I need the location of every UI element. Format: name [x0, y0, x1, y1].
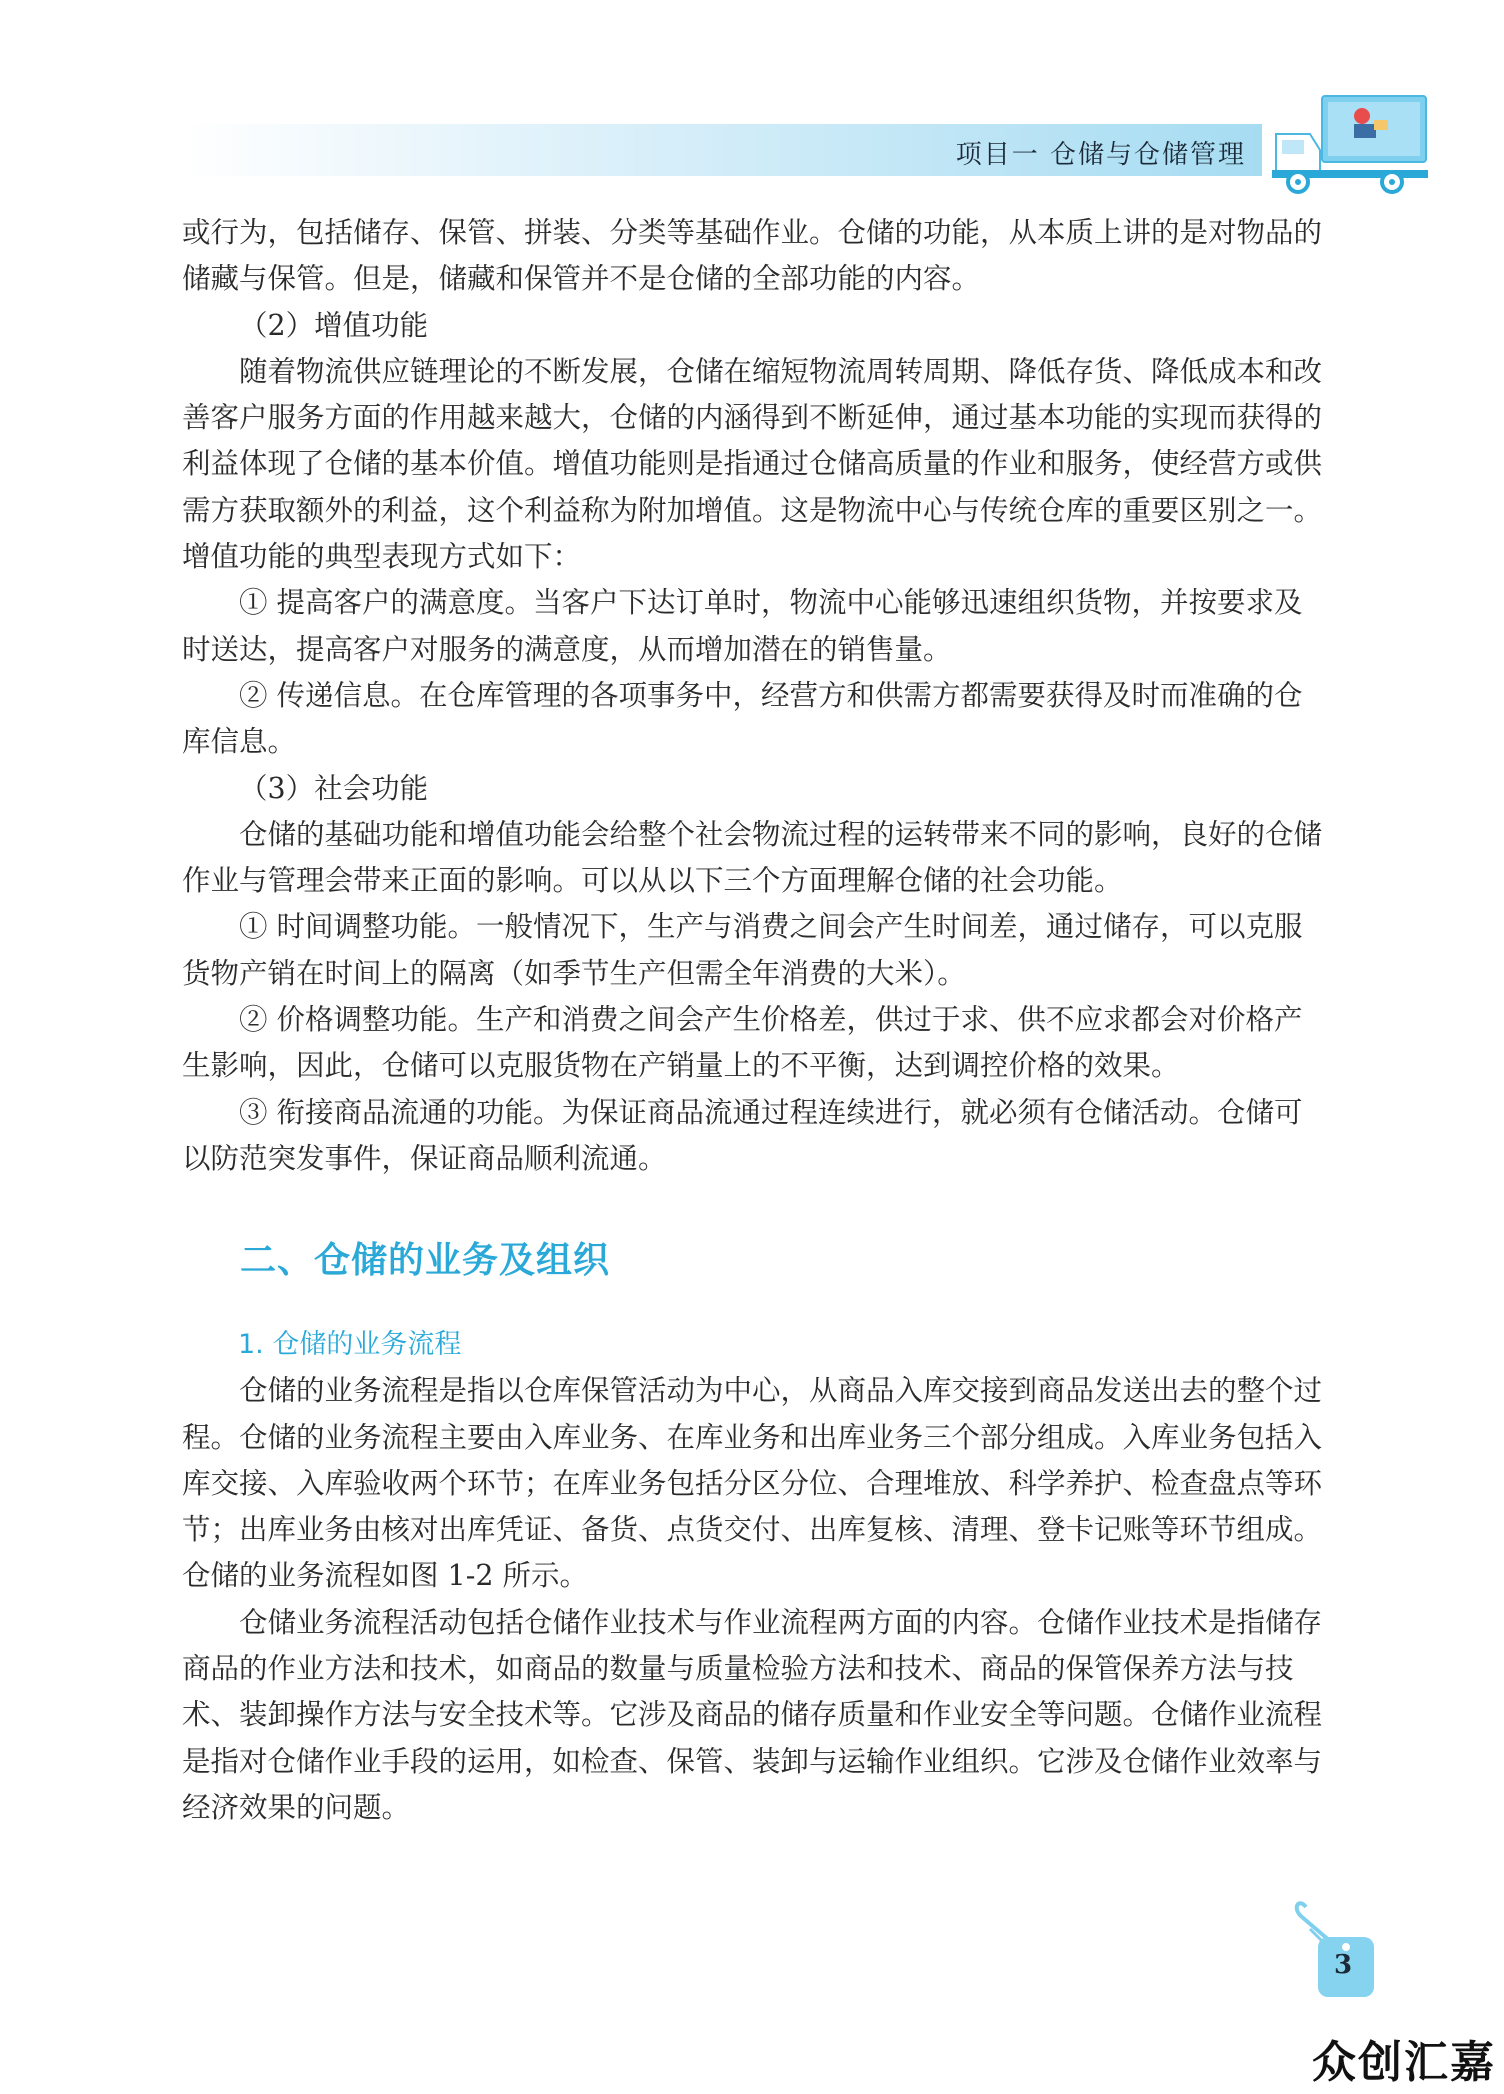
section-heading: 二、仓储的业务及组织	[240, 1239, 611, 1281]
running-header: 项目一 仓储与仓储管理	[955, 140, 1246, 170]
paragraph: 仓储的业务流程是指以仓库保管活动为中心，从商品入库交接到商品发送出去的整个过程。仓储的业务流程主要由入库业务、在库业务和出库业务三个部分组成。入库业务包括入库交接、入库验收两个环节；在库业务包括分区分位、合理堆放、科学养护、检查盘点等环节；出库业务由核对出库凭证、备货、点货交付、出库复核、清理、登卡记账等环节组成。仓储的业务流程如图 1-2 所示。	[182, 1374, 1323, 1593]
watermark: 众创汇嘉	[1312, 2037, 1496, 2088]
page-tag-icon	[1290, 1895, 1380, 2000]
paragraph: ② 价格调整功能。生产和消费之间会产生价格差，供过于求、供不应求都会对价格产生影响，因此，仓储可以克服货物在产销量上的不平衡，达到调控价格的效果。	[182, 1003, 1303, 1083]
paragraph: 随着物流供应链理论的不断发展，仓储在缩短物流周转周期、降低存货、降低成本和改善客户服务方面的作用越来越大，仓储的内涵得到不断延伸，通过基本功能的实现而获得的利益体现了仓储的基本价值。增值功能则是指通过仓储高质量的作业和服务，使经营方或供需方获取额外的利益，这个利益称为附加增值。这是物流中心与传统仓库的重要区别之一。增值功能的典型表现方式如下：	[182, 354, 1323, 574]
paragraph: ③ 衔接商品流通的功能。为保证商品流通过程连续进行，就必须有仓储活动。仓储可以防范突发事件，保证商品顺利流通。	[182, 1095, 1303, 1175]
body-text-bottom	[182, 1322, 1322, 1831]
paragraph: ② 传递信息。在仓库管理的各项事务中，经营方和供需方都需要获得及时而准确的仓库信息。	[182, 678, 1303, 759]
paragraph: ① 提高客户的满意度。当客户下达订单时，物流中心能够迅速组织货物，并按要求及时送达，提高客户对服务的满意度，从而增加潜在的销售量。	[182, 586, 1303, 666]
paragraph: 仓储的基础功能和增值功能会给整个社会物流过程的运转带来不同的影响，良好的仓储作业与管理会带来正面的影响。可以从以下三个方面理解仓储的社会功能。	[182, 817, 1323, 898]
paragraph: （3）社会功能	[239, 771, 429, 805]
paragraph: 或行为，包括储存、保管、拼装、分类等基础作业。仓储的功能，从本质上讲的是对物品的储藏与保管。但是，储藏和保管并不是仓储的全部功能的内容。	[182, 216, 1323, 296]
paragraph: 仓储业务流程活动包括仓储作业技术与作业流程两方面的内容。仓储作业技术是指储存商品的作业方法和技术，如商品的数量与质量检验方法和技术、商品的保管保养方法与技术、装卸操作方法与安全技术等。它涉及商品的储存质量和作业安全等问题。仓储作业流程是指对仓储作业手段的运用，如检查、保管、装卸与运输作业组织。它涉及仓储作业效率与经济效果的问题。	[182, 1605, 1323, 1824]
paragraph: ① 时间调整功能。一般情况下，生产与消费之间会产生时间差，通过储存，可以克服货物产销在时间上的隔离（如季节生产但需全年消费的大米）。	[182, 910, 1303, 990]
delivery-truck-icon	[1270, 94, 1430, 199]
page-number: 3	[1333, 1950, 1353, 1980]
paragraph: （2）增值功能	[239, 308, 429, 342]
body-text-top	[182, 210, 1322, 1182]
subsection-heading: 1. 仓储的业务流程	[238, 1329, 462, 1360]
